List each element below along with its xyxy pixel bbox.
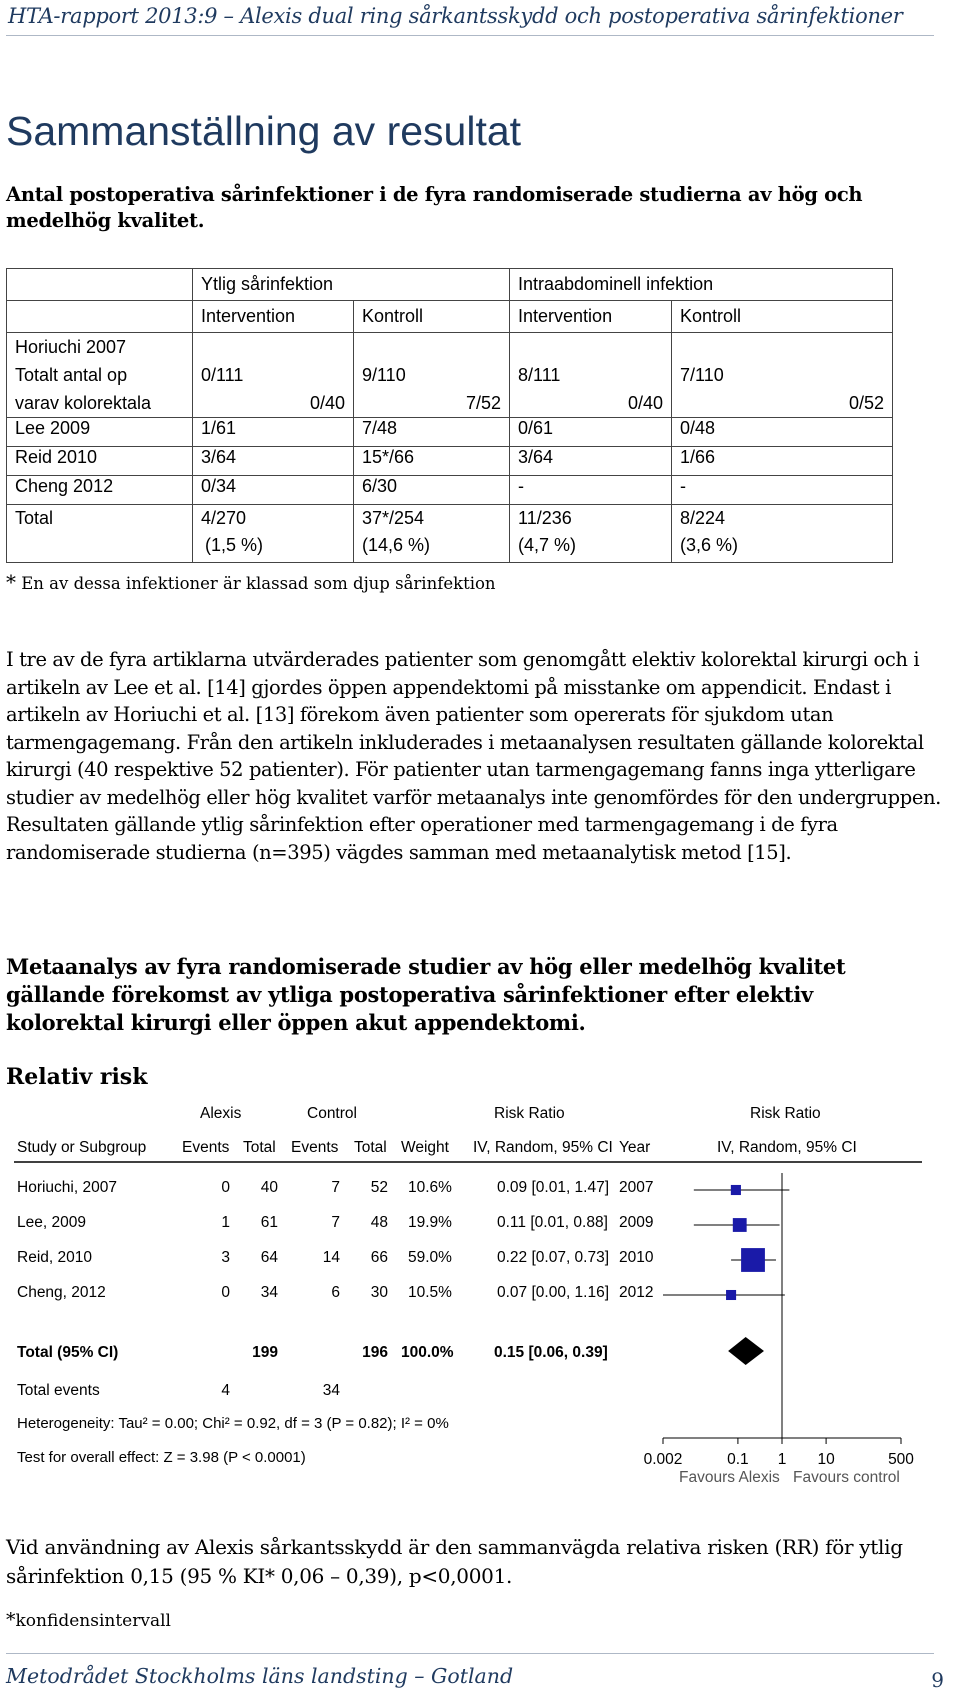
table-row-total (7, 505, 893, 563)
footer-rule (6, 1653, 934, 1654)
axis-tick-label: 0.002 (643, 1451, 683, 1468)
study-name: Cheng, 2012 (17, 1284, 106, 1301)
col-header-events: Events (182, 1139, 230, 1156)
rr-column-label: Risk Ratio (494, 1105, 565, 1122)
ctl-events: 34 (322, 1382, 340, 1399)
cell-value: 0/40 (627, 393, 664, 413)
cell-percent: (14,6 %) (362, 535, 431, 555)
table-row (7, 476, 893, 505)
cell-value: 0/52 (848, 393, 885, 413)
cell-percent: (4,7 %) (518, 535, 577, 555)
study-marker (731, 1185, 741, 1195)
total-events-label: Total events (17, 1382, 100, 1399)
cell-value: 37*/254 (362, 508, 425, 528)
exp-events: 4 (221, 1382, 230, 1399)
footnote-marker: * (6, 1609, 16, 1631)
cell-value: 9/110 (362, 365, 406, 385)
weight: 10.6% (408, 1179, 452, 1196)
exp-total: 64 (260, 1249, 278, 1266)
footnote-text: konfidensintervall (15, 1611, 171, 1631)
col-header-study: Study or Subgroup (17, 1139, 147, 1156)
pooled-diamond (728, 1337, 764, 1365)
study-label: Reid 2010 (7, 447, 193, 476)
paragraph: I tre av de fyra artiklarna utvärderades patienter som genomgått elektiv kolorektal kirurgi och i artikeln av Lee et al. [14] gjordes öppen appendektomi på misstanke om appendicit. Endast i artikeln av Horiuchi et al. [13] förekom även patienter som opererats för sjukdom utan tarmengagemang. Från den artikeln inkluderades i metaanalysen resultaten gällande kolorektal kirurgi (40 respektive 52 patienter). För patienter utan tarmengagemang fanns inga ytterligare studier av medelhög eller hög kvalitet varför metaanalys inte genomfördes för den undergruppen. (6, 648, 941, 809)
ctl-total: 196 (362, 1344, 388, 1361)
cell-value: 15*/66 (354, 447, 510, 476)
group-header-row (7, 269, 893, 301)
exp-total: 34 (260, 1284, 278, 1301)
col-header-total: Total (354, 1139, 387, 1156)
col-header: Intervention (510, 301, 672, 333)
cell-value: - (672, 476, 893, 505)
exp-events: 0 (221, 1284, 230, 1301)
weight: 100.0% (401, 1344, 454, 1361)
year: 2010 (619, 1249, 654, 1266)
ctl-total: 52 (370, 1179, 388, 1196)
cell-value: 3/64 (510, 447, 672, 476)
axis-tick-label: 1 (777, 1451, 787, 1468)
ctl-total: 48 (370, 1214, 388, 1231)
weight: 19.9% (408, 1214, 452, 1231)
cell-percent: (1,5 %) (205, 535, 264, 555)
ctl-total: 66 (370, 1249, 388, 1266)
cell-value: 1/66 (672, 447, 893, 476)
cell-value: 8/224 (680, 508, 726, 528)
subset-label: varav kolorektala (15, 393, 152, 413)
ci-footnote (6, 1609, 171, 1631)
axis-tick-label: 10 (817, 1451, 835, 1468)
exp-total: 40 (260, 1179, 278, 1196)
exp-events: 1 (221, 1214, 230, 1231)
ci-text: 0.22 [0.07, 0.73] (497, 1249, 610, 1266)
table-row (7, 447, 893, 476)
header-rule (6, 35, 934, 36)
col-header-ci: IV, Random, 95% CI (473, 1139, 613, 1156)
study-name: Horiuchi, 2007 (17, 1179, 117, 1196)
ctl-events: 7 (331, 1214, 340, 1231)
cell-value: 11/236 (518, 508, 572, 528)
total-label: Total (95% CI) (17, 1344, 119, 1361)
col-header-year: Year (619, 1139, 651, 1156)
paragraph: Resultaten gällande ytlig sårinfektion efter operationer med tarmengagemang i de fyra randomiserade studierna (n=395) vägdes samman med metaanalytisk metod [15]. (6, 813, 838, 864)
footnote-text: En av dessa infektioner är klassad som djup sårinfektion (21, 574, 496, 593)
ctl-events: 6 (331, 1284, 340, 1301)
column-header-row (7, 301, 893, 333)
table-row (7, 418, 893, 447)
body-text (6, 646, 942, 866)
group-label-alexis: Alexis (200, 1105, 242, 1122)
table-footnote (6, 570, 496, 594)
exp-total: 61 (260, 1214, 278, 1231)
forest-plot-graphic (0, 1095, 960, 1495)
cell-value: 0/48 (672, 418, 893, 447)
cell-value: - (510, 476, 672, 505)
study-name: Reid, 2010 (17, 1249, 92, 1266)
study-label: Lee 2009 (7, 418, 193, 447)
ctl-events: 7 (331, 1179, 340, 1196)
year: 2012 (619, 1284, 654, 1301)
cell-value: 0/34 (193, 476, 354, 505)
study-marker (733, 1218, 747, 1232)
cell-value: 3/64 (193, 447, 354, 476)
favours-left-label: Favours Alexis (679, 1469, 780, 1486)
total-label: Totalt antal op (15, 365, 128, 385)
cell-value: 0/61 (510, 418, 672, 447)
heterogeneity-text: Heterogeneity: Tau² = 0.00; Chi² = 0.92, df = 3 (P = 0.82); I² = 0% (17, 1415, 449, 1432)
meta-analysis-heading: Metaanalys av fyra randomiserade studier av hög eller medelhög kvalitet gällande förekomst av ytliga postoperativa sårinfektioner efter elektiv kolorektal kirurgi eller öppen akut appendektomi. (6, 954, 846, 1035)
cell-value: 7/52 (465, 393, 502, 413)
group-label-control: Control (307, 1105, 357, 1122)
year: 2007 (619, 1179, 654, 1196)
col-header-plot-ci: IV, Random, 95% CI (717, 1139, 857, 1156)
col-header: Intervention (193, 301, 354, 333)
col-header-total: Total (243, 1139, 276, 1156)
cell-value: 0/111 (201, 365, 244, 385)
study-marker (741, 1248, 765, 1272)
page-title: Sammanställning av resultat (6, 108, 522, 154)
cell-value: 7/110 (680, 365, 724, 385)
results-table (6, 268, 893, 563)
cell-value: 6/30 (354, 476, 510, 505)
col-header-weight: Weight (401, 1139, 449, 1156)
ctl-events: 14 (322, 1249, 340, 1266)
cell-value: 0/40 (309, 393, 345, 413)
ctl-total: 30 (370, 1284, 388, 1301)
study-label: Horiuchi 2007 (15, 337, 127, 357)
study-label: Cheng 2012 (7, 476, 193, 505)
cell-value: 4/270 (201, 508, 247, 528)
year: 2009 (619, 1214, 654, 1231)
forest-plot (0, 1095, 960, 1495)
ci-text: 0.07 [0.00, 1.16] (497, 1284, 610, 1301)
weight: 10.5% (408, 1284, 452, 1301)
ci-text: 0.09 [0.01, 1.47] (497, 1179, 610, 1196)
relative-risk-heading: Relativ risk (6, 1064, 148, 1090)
axis-tick-label: 0.1 (727, 1451, 749, 1468)
group-header-superficial: Ytlig sårinfektion (193, 269, 510, 301)
study-marker (726, 1290, 736, 1300)
exp-events: 3 (221, 1249, 230, 1266)
ci-text: 0.15 [0.06, 0.39] (494, 1344, 608, 1361)
table-row-horiuchi (7, 333, 893, 418)
weight: 59.0% (408, 1249, 452, 1266)
rr-plot-label: Risk Ratio (750, 1105, 821, 1122)
axis-tick-label: 500 (888, 1451, 914, 1468)
cell-value: 8/111 (518, 365, 561, 385)
cell-value: 1/61 (193, 418, 354, 447)
exp-total: 199 (252, 1344, 278, 1361)
exp-events: 0 (221, 1179, 230, 1196)
footnote-marker: * (6, 570, 16, 594)
ci-text: 0.11 [0.01, 0.88] (497, 1214, 608, 1231)
total-label: Total (7, 505, 193, 563)
overall-effect-text: Test for overall effect: Z = 3.98 (P < 0.0001) (17, 1449, 306, 1466)
group-header-intraabdominal: Intraabdominell infektion (510, 269, 893, 301)
favours-right-label: Favours control (793, 1469, 900, 1486)
page-number: 9 (931, 1668, 944, 1692)
running-header: HTA-rapport 2013:9 – Alexis dual ring sårkantsskydd och postoperativa sårinfektioner (8, 4, 903, 28)
footer-text: Metodrådet Stockholms läns landsting – Gotland (6, 1664, 514, 1688)
cell-value: 7/48 (354, 418, 510, 447)
col-header: Kontroll (354, 301, 510, 333)
col-header-events: Events (291, 1139, 339, 1156)
conclusion-text: Vid användning av Alexis sårkantsskydd är den sammanvägda relativa risken (RR) för ytlig sårinfektion 0,15 (95 % KI* 0,06 – 0,39), p<0,0001. (6, 1535, 903, 1588)
col-header: Kontroll (672, 301, 893, 333)
table-caption: Antal postoperativa sårinfektioner i de fyra randomiserade studierna av hög och medelhög kvalitet. (6, 183, 863, 232)
cell-percent: (3,6 %) (680, 535, 739, 555)
study-name: Lee, 2009 (17, 1214, 86, 1231)
